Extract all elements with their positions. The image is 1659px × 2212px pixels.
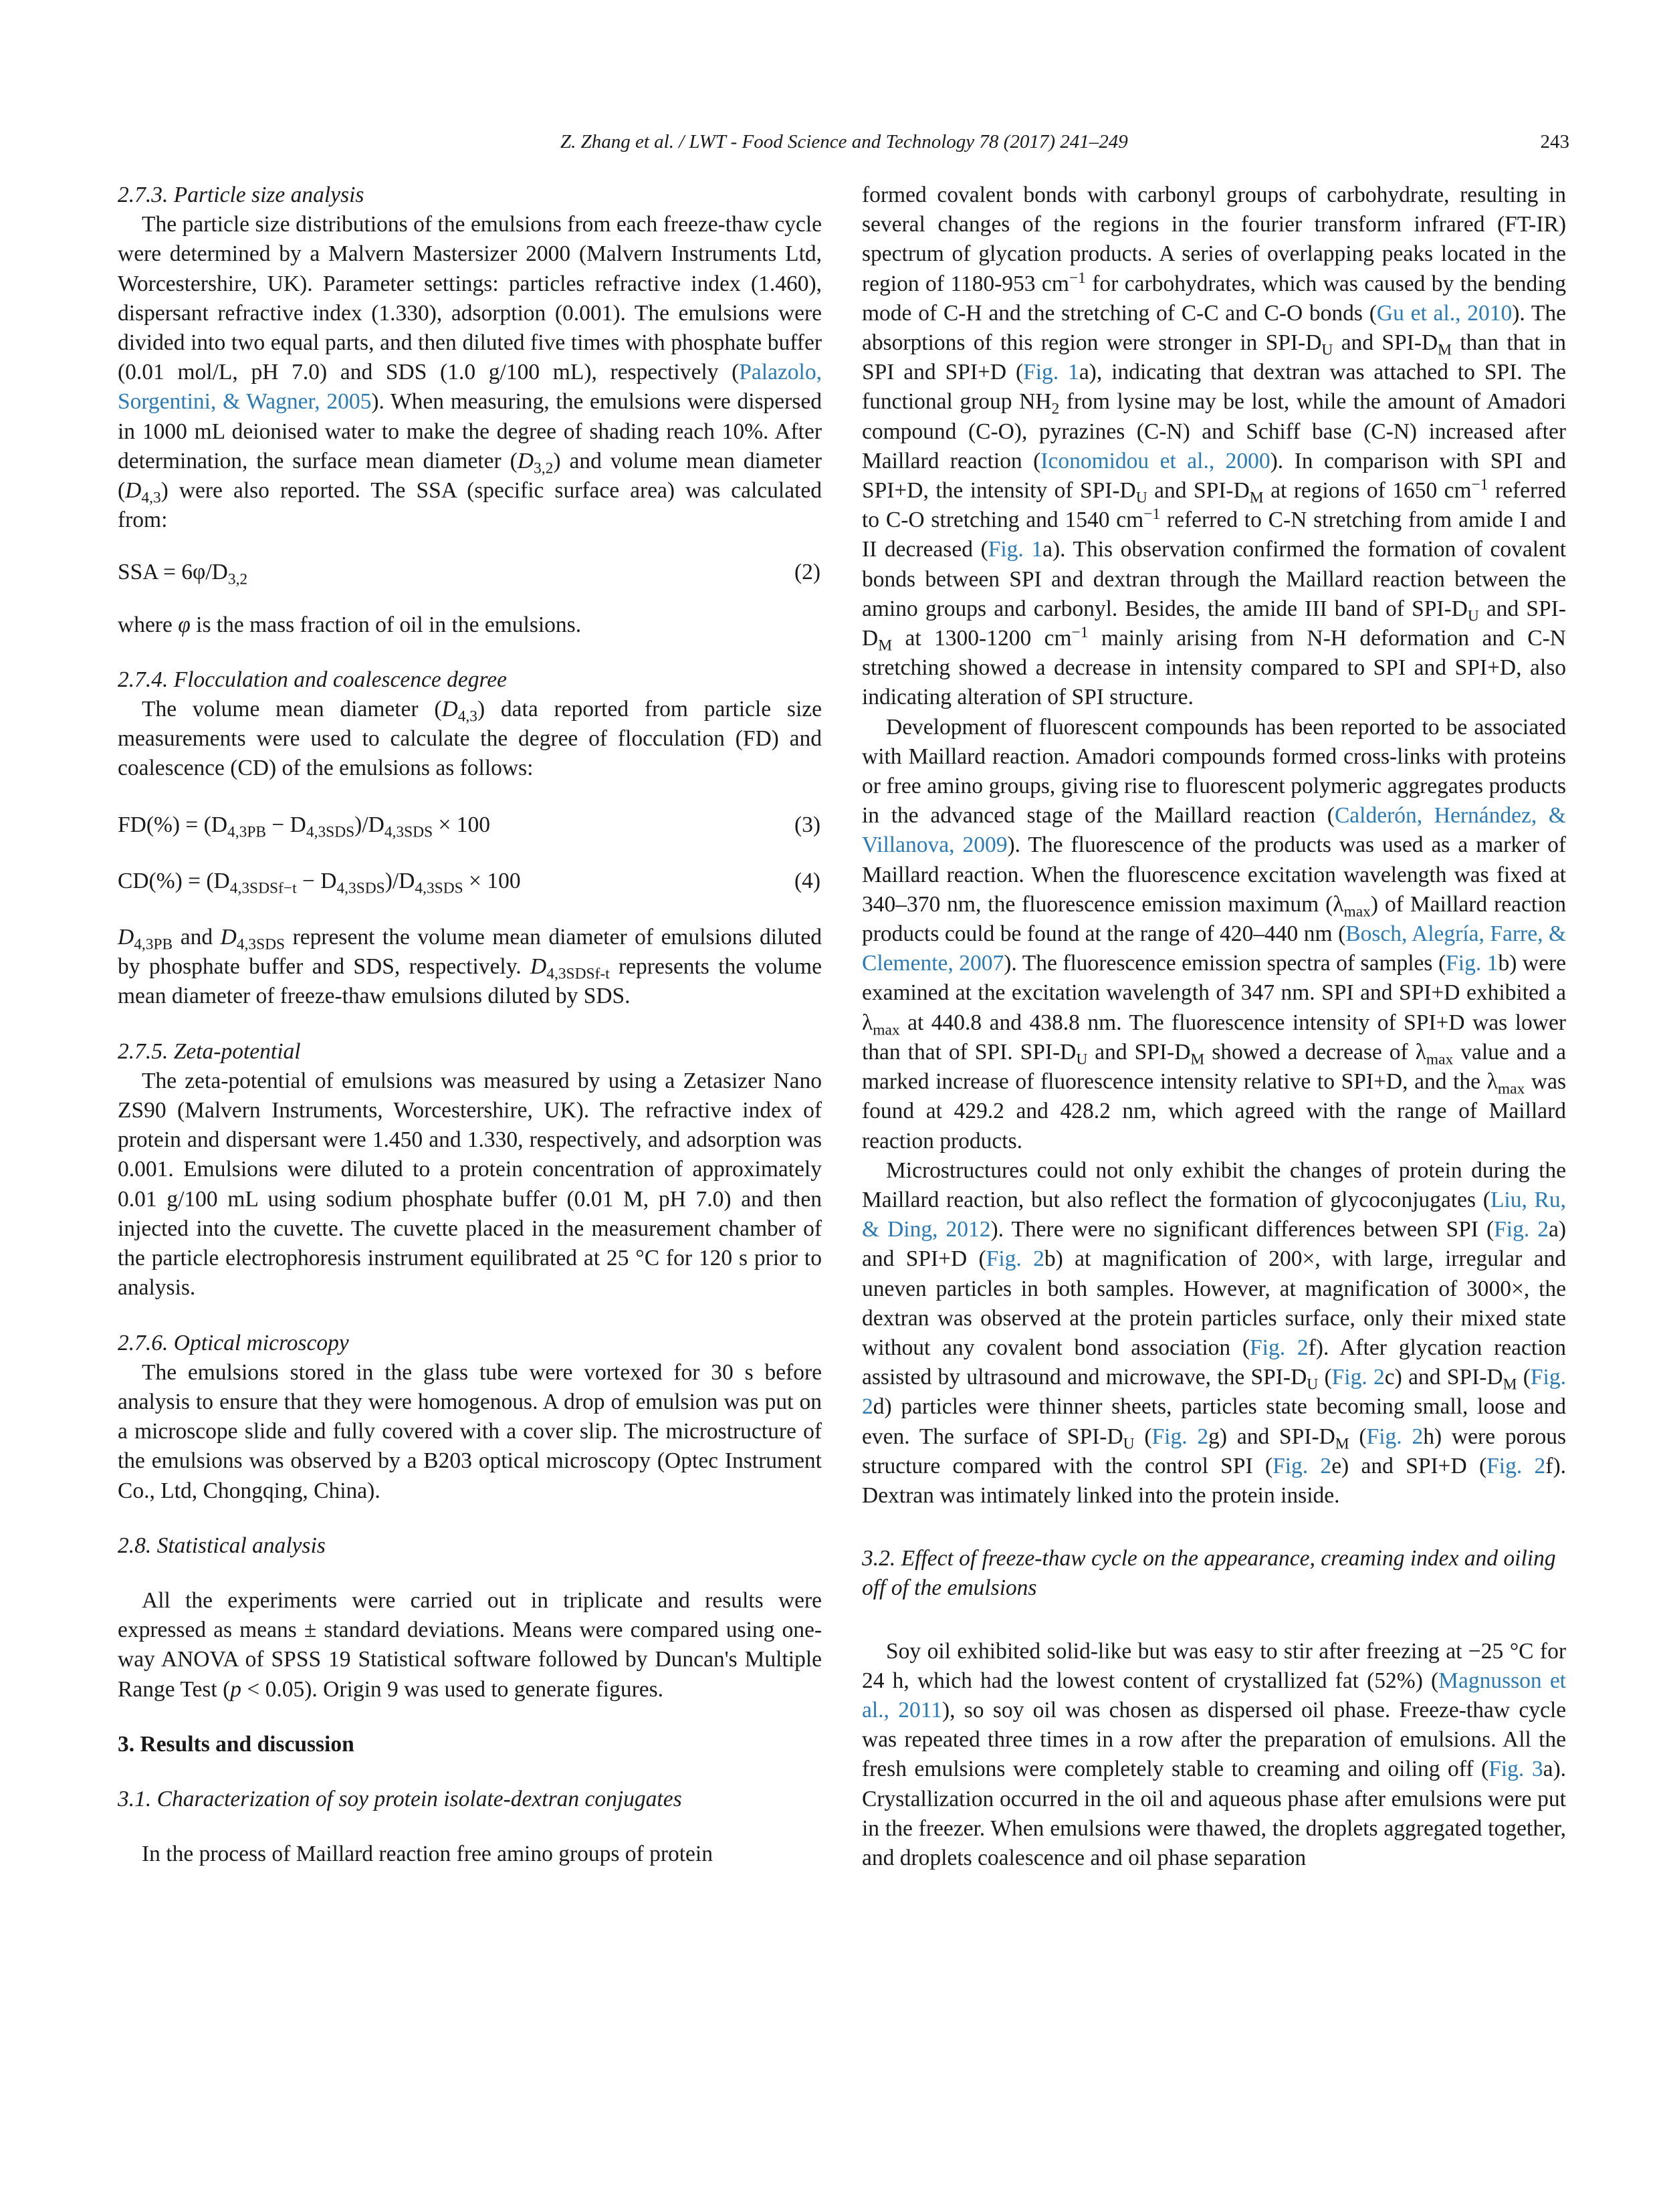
equation-2-body: SSA = $6\varphi/D_{3,2}$	[118, 560, 248, 589]
citation-link-gu[interactable]: Gu et al., 2010	[1376, 300, 1513, 326]
left-column	[118, 181, 822, 1869]
citation-link-iconomidou[interactable]: Iconomidou et al., 2000	[1040, 448, 1270, 473]
particle-size-paragraph: The particle size distributions of the emulsions from each freeze-thaw cycle were determined by a Malvern Mastersizer 2000 (Malvern Instruments Ltd, Worcestershire, UK). Parameter settings: particles refractive index (1.460), dispersant refractive index (1.330), adsorption (0.001). The emulsions were divided into two equal parts, and then diluted five times with phosphate buffer (0.01 mol/L, pH 7.0) and SDS (1.0 g/100 mL), respectively (Palazolo, Sorgentini, & Wagner, 2005). When measuring, the emulsions were dispersed in 1000 mL deionised water to make the degree of shading reach 10%. After determination, the surface mean diameter $(D_{3,2})$ and volume mean diameter $(D_{4,3})$ were also reported. The SSA (specific surface area) was calculated from:	[118, 212, 822, 533]
zeta-potential-paragraph: The zeta-potential of emulsions was measured by using a Zetasizer Nano ZS90 (Malvern Instruments, Worcestershire, UK). The refractive index of protein and dispersant were 1.450 and 1.330, respectively, and adsorption was 0.001. Emulsions were diluted to a protein concentration of approximately 0.01 g/100 mL using sodium phosphate buffer (0.01 M, pH 7.0) and then injected into the cuvette. The cuvette placed in the measurement chamber of the particle electrophoresis instrument equilibrated at 25 °C for 120 s prior to analysis.	[118, 1068, 822, 1301]
statistical-analysis-paragraph: All the experiments were carried out in triplicate and results were expressed as means ± standard deviations. Means were compared using one-way ANOVA of SPSS 19 Statistical software followed by Duncan's Multiple Range Test (p < 0.05). Origin 9 was used to generate figures.	[118, 1587, 822, 1702]
fluorescence-paragraph: Development of fluorescent compounds has been reported to be associated with Maillard reaction. Amadori compounds formed cross-links with proteins or free amino groups, giving rise to fluorescent polymeric aggregates products in the advanced stage of the Maillard reaction (Calderón, Hernández, & Villanova, 2009). The fluorescence of the products was used as a marker of Maillard reaction. When the fluorescence excitation wavelength was fixed at 340–370 nm, the fluorescence emission maximum $(\lambda_{max})$ of Maillard reaction products could be found at the range of 420–440 nm (Bosch, Alegría, Farre, & Clemente, 2007). The fluorescence emission spectra of samples (Fig. 1b) were examined at the excitation wavelength of 347 nm. SPI and SPI+D exhibited a $\lambda_{max}$ at 440.8 and 438.8 nm. The fluorescence intensity of SPI+D was lower than that of SPI. SPI-$D_U$ and SPI-$D_M$ showed a decrease of $\lambda_{max}$ value and a marked increase of fluorescence intensity relative to SPI+D, and the $\lambda_{max}$ was found at 429.2 and 428.2 nm, which agreed with the range of Maillard reaction products.	[862, 714, 1567, 1153]
equation-2-number: (2)	[794, 560, 820, 585]
equation-3-body: $FD(\%) = (D_{4,3PB} - D_{4,3SDS})/D_{4,3SDS} \times 100$	[118, 812, 491, 841]
characterization-paragraph-start: In the process of Maillard reaction free amino groups of protein	[142, 1842, 713, 1867]
section-3-2-heading: 3.2. Effect of freeze-thaw cycle on the appearance, creaming index and oiling off of the emulsions	[862, 1546, 1556, 1601]
right-column	[862, 181, 1566, 1873]
flocculation-paragraph: The volume mean diameter $(D_{4,3})$ data reported from particle size measurements were used to calculate the degree of flocculation (FD) and coalescence (CD) of the emulsions as follows:	[118, 697, 822, 781]
figure-link-fig2[interactable]: Fig. 2	[862, 1365, 1566, 1420]
citation-link-calderon[interactable]: Calderón, Hernández, & Villanova, 2009	[862, 803, 1566, 858]
figure-link-fig1[interactable]: Fig. 1	[1023, 360, 1079, 385]
freeze-thaw-paragraph: Soy oil exhibited solid-like but was easy to stir after freezing at −25 °C for 24 h, which had the lowest content of crystallized fat (52%) (Magnusson et al., 2011), so soy oil was chosen as dispersed oil phase. Freeze-thaw cycle was repeated three times in a row after the preparation of emulsions. All the fresh emulsions were completely stable to creaming and oiling off (Fig. 3a). Crystallization occurred in the oil and aqueous phase after emulsions were put in the freezer. When emulsions were thawed, the droplets aggregated together, and droplets coalescence and oil phase separation	[862, 1638, 1566, 1870]
citation-link-palazolo[interactable]: Palazolo, Sorgentini, & Wagner, 2005	[118, 360, 822, 415]
citation-link-magnusson[interactable]: Magnusson et al., 2011	[862, 1668, 1566, 1723]
equation-2-where-clause: where φ is the mass fraction of oil in the emulsions.	[118, 612, 582, 637]
ftir-paragraph: formed covalent bonds with carbonyl groups of carbohydrate, resulting in several changes of the regions in the fourier transform infrared (FT-IR) spectrum of glycation products. A series of overlapping peaks located in the region of 1180-953 $cm^{-1}$ for carbohydrates, which was caused by the bending mode of C-H and the stretching of C-C and C-O bonds (Gu et al., 2010). The absorptions of this region were stronger in SPI-$D_U$ and SPI-$D_M$ than that in SPI and SPI+D (Fig. 1a), indicating that dextran was attached to SPI. The functional group $NH_2$ from lysine may be lost, while the amount of Amadori compound (C-O), pyrazines (C-N) and Schiff base (C-N) increased after Maillard reaction (Iconomidou et al., 2000). In comparison with SPI and SPI+D, the intensity of SPI-$D_U$ and SPI-$D_M$ at regions of 1650 $cm^{-1}$ referred to C-O stretching and 1540 $cm^{-1}$ referred to C-N stretching from amide I and II decreased (Fig. 1a). This observation confirmed the formation of covalent bonds between SPI and dextran through the Maillard reaction between the amino groups and carbonyl. Besides, the amide III band of SPI-$D_U$ and SPI-$D_M$ at 1300-1200 $cm^{-1}$ mainly arising from N-H deformation and C-N stretching showed a decrease in intensity compared to SPI and SPI+D, also indicating alteration of SPI structure.	[862, 183, 1567, 710]
citation-link-liu[interactable]: Liu, Ru, & Ding, 2012	[862, 1187, 1566, 1242]
figure-link-fig2[interactable]: Fig. 2	[1331, 1365, 1385, 1390]
figure-link-fig2[interactable]: Fig. 2	[986, 1246, 1044, 1272]
optical-microscopy-paragraph: The emulsions stored in the glass tube were vortexed for 30 s before analysis to ensure that they were homogenous. A drop of emulsion was put on a microscope slide and fully covered with a cover slip. The microstructure of the emulsions was observed by a B203 optical microscopy (Optec Instrument Co., Ltd, Chongqing, China).	[118, 1359, 822, 1503]
section-3-heading: 3. Results and discussion	[118, 1731, 354, 1757]
figure-link-fig1[interactable]: Fig. 1	[1446, 951, 1499, 976]
microstructure-paragraph: Microstructures could not only exhibit the changes of protein during the Maillard reaction, but also reflect the formation of glycoconjugates (Liu, Ru, & Ding, 2012). There were no significant differences between SPI (Fig. 2a) and SPI+D (Fig. 2b) at magnification of 200×, with large, irregular and uneven particles in both samples. However, at magnification of 3000×, the dextran was observed at the protein particles surface, only their mixed state without any covalent bond association (Fig. 2f). After glycation reaction assisted by ultrasound and microwave, the SPI-$D_U$ (Fig. 2c) and SPI-$D_M$ (Fig. 2d) particles were thinner sheets, particles state becoming small, loose and even. The surface of SPI-$D_U$ (Fig. 2g) and SPI-$D_M$ (Fig. 2h) were porous structure compared with the control SPI (Fig. 2e) and SPI+D (Fig. 2f). Dextran was intimately linked into the protein inside.	[862, 1157, 1566, 1508]
section-2-7-4-heading: 2.7.4. Flocculation and coalescence degree	[118, 667, 508, 692]
figure-link-fig2[interactable]: Fig. 2	[1486, 1453, 1546, 1478]
section-2-7-3-heading: 2.7.3. Particle size analysis	[118, 183, 364, 207]
equation-4-number: (4)	[794, 868, 820, 893]
running-head	[0, 131, 1659, 158]
figure-link-fig2[interactable]: Fig. 2	[1366, 1424, 1424, 1449]
equation-4	[118, 867, 822, 896]
figure-link-fig1[interactable]: Fig. 1	[988, 537, 1043, 562]
equation-3	[118, 810, 822, 840]
equation-3-number: (3)	[794, 812, 820, 837]
figure-link-fig2[interactable]: Fig. 2	[1151, 1424, 1209, 1449]
figure-link-fig2[interactable]: Fig. 2	[1494, 1217, 1549, 1242]
page-number: 243	[1540, 131, 1569, 152]
equation-4-body: $CD(\%) = (D_{4,3SDSf-t} - D_{4,3SDS})/D_{4,3SDS} \times 100$	[118, 868, 521, 897]
diameter-definitions-paragraph: $D_{4,3PB}$ and $D_{4,3SDS}$ represent the volume mean diameter of emulsions diluted by phosphate buffer and SDS, respectively. $D_{4,3SDSf-t}$ represents the volume mean diameter of freeze-thaw emulsions diluted by SDS.	[118, 925, 822, 1009]
section-3-1-heading: 3.1. Characterization of soy protein isolate-dextran conjugates	[118, 1786, 682, 1811]
equation-2	[118, 558, 822, 587]
section-2-7-5-heading: 2.7.5. Zeta-potential	[118, 1038, 301, 1064]
figure-link-fig3[interactable]: Fig. 3	[1488, 1757, 1543, 1782]
journal-citation-line: Z. Zhang et al. / LWT - Food Science and Technology 78 (2017) 241–249	[560, 131, 1128, 152]
section-2-8-heading: 2.8. Statistical analysis	[118, 1533, 326, 1558]
figure-link-fig2[interactable]: Fig. 2	[1273, 1453, 1332, 1478]
section-2-7-6-heading: 2.7.6. Optical microscopy	[118, 1330, 349, 1355]
citation-link-bosch[interactable]: Bosch, Alegría, Farre, & Clemente, 2007	[862, 921, 1567, 976]
figure-link-fig2[interactable]: Fig. 2	[1250, 1335, 1309, 1360]
